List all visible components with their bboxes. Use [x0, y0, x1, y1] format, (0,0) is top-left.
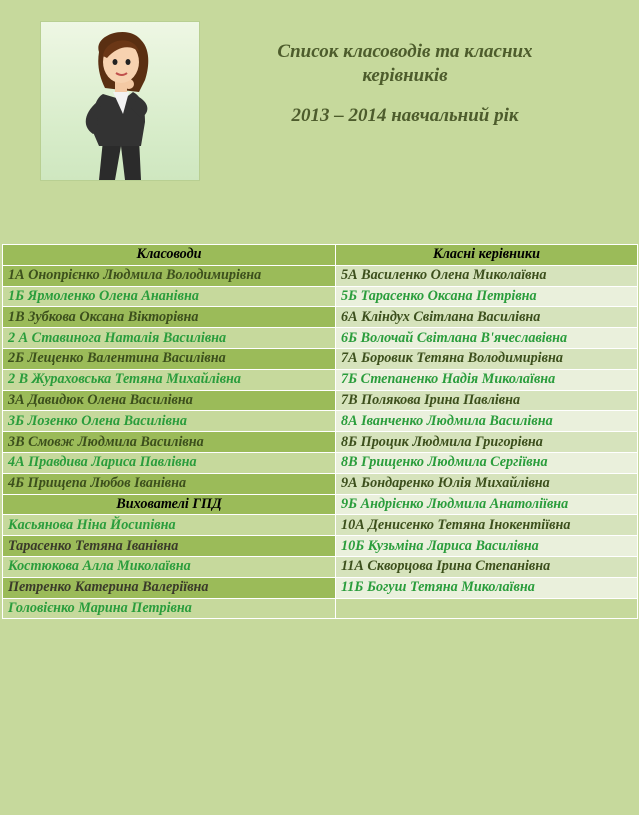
table-row [3, 286, 638, 307]
heading-title-line1: Список класоводів та класних [277, 41, 533, 62]
table-row [3, 598, 638, 619]
kerivnyk-cell: 10Б Кузьміна Лариса Василівна [336, 536, 638, 557]
teacher-figure-icon [41, 22, 199, 180]
table-row [3, 411, 638, 432]
kerivnyk-cell: 7А Боровик Тетяна Володимирівна [336, 348, 638, 369]
kerivnyk-cell: 9Б Андрієнко Людмила Анатоліївна [336, 494, 638, 515]
vykhovatel-cell: Касьянова Ніна Йосипівна [3, 515, 336, 536]
page-heading [250, 40, 560, 128]
klasovod-cell: 2 В Жураховська Тетяна Михайлівна [3, 369, 336, 390]
table-row [3, 307, 638, 328]
klasovod-cell: 3Б Лозенко Олена Василівна [3, 411, 336, 432]
table-header-row [3, 245, 638, 266]
vykhovatel-cell: Костюкова Алла Миколаївна [3, 556, 336, 577]
kerivnyk-cell: 7Б Степаненко Надія Миколаївна [336, 369, 638, 390]
table-row [3, 265, 638, 286]
table-row [3, 369, 638, 390]
kerivnyk-cell: 11А Скворцова Ірина Степанівна [336, 556, 638, 577]
klasovod-cell: 2 А Ставинога Наталія Василівна [3, 328, 336, 349]
klasovod-cell: 3В Смовж Людмила Василівна [3, 432, 336, 453]
table-row [3, 348, 638, 369]
kerivnyk-cell: 10А Денисенко Тетяна Інокентіївна [336, 515, 638, 536]
header-klasni-kerivnyky: Класні керівники [336, 245, 638, 266]
kerivnyk-cell: 5Б Тарасенко Оксана Петрівна [336, 286, 638, 307]
staff-table [2, 244, 638, 619]
klasovod-cell: 1А Онопрієнко Людмила Володимирівна [3, 265, 336, 286]
kerivnyk-cell: 6Б Волочай Світлана В'ячеславівна [336, 328, 638, 349]
table-row [3, 494, 638, 515]
table-row [3, 556, 638, 577]
gpd-header: Вихователі ГПД [3, 494, 336, 515]
vykhovatel-cell: Петренко Катерина Валеріївна [3, 577, 336, 598]
empty-cell [336, 598, 638, 619]
vykhovatel-cell: Тарасенко Тетяна Іванівна [3, 536, 336, 557]
kerivnyk-cell: 6А Кліндух Світлана Василівна [336, 307, 638, 328]
klasovod-cell: 4Б Прищепа Любов Іванівна [3, 473, 336, 494]
klasovod-cell: 1Б Ярмоленко Олена Ананівна [3, 286, 336, 307]
table-row [3, 473, 638, 494]
table-row [3, 577, 638, 598]
heading-year: 2013 – 2014 навчальний рік [291, 105, 519, 126]
kerivnyk-cell: 8А Іванченко Людмила Василівна [336, 411, 638, 432]
kerivnyk-cell: 7В Полякова Ірина Павлівна [336, 390, 638, 411]
table-row [3, 390, 638, 411]
table-row [3, 452, 638, 473]
teacher-illustration [41, 22, 199, 180]
klasovod-cell: 2Б Лещенко Валентина Василівна [3, 348, 336, 369]
kerivnyk-cell: 8В Грищенко Людмила Сергіївна [336, 452, 638, 473]
kerivnyk-cell: 5А Василенко Олена Миколаївна [336, 265, 638, 286]
table-row [3, 536, 638, 557]
klasovod-cell: 1В Зубкова Оксана Вікторівна [3, 307, 336, 328]
heading-title-line2: керівників [362, 65, 448, 86]
header-klasovody: Класоводи [3, 245, 336, 266]
kerivnyk-cell: 9А Бондаренко Юлія Михайлівна [336, 473, 638, 494]
vykhovatel-cell: Головієнко Марина Петрівна [3, 598, 336, 619]
table-row [3, 515, 638, 536]
table-row [3, 432, 638, 453]
kerivnyk-cell: 8Б Процик Людмила Григорівна [336, 432, 638, 453]
klasovod-cell: 3А Давидюк Олена Василівна [3, 390, 336, 411]
heading-title [250, 40, 560, 88]
klasovod-cell: 4А Правдива Лариса Павлівна [3, 452, 336, 473]
kerivnyk-cell: 11Б Богуш Тетяна Миколаївна [336, 577, 638, 598]
table-row [3, 328, 638, 349]
